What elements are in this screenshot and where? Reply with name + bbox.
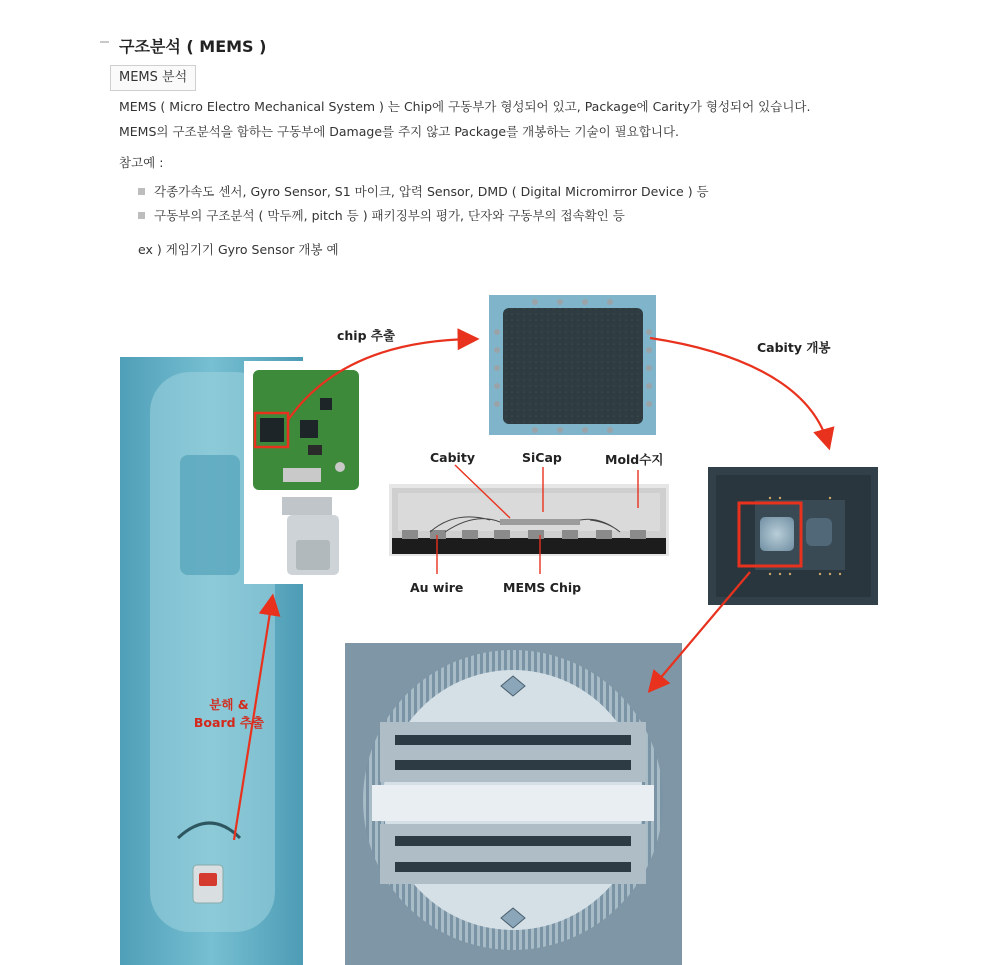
bullet-text: 구동부의 구조분석 ( 막두께, pitch 등 ) 패키징부의 평가, 단자와 구동부의 접속확인 등 [154,208,625,223]
label-disassemble-line-1: 분해 & [209,697,249,712]
label-chip-extract: chip 추출 [337,328,396,343]
reference-title: 참고예 : [119,155,164,170]
label-au-wire: Au wire [410,580,464,595]
label-cavity-open: Cabity 개봉 [757,340,831,355]
cavity-photo [708,467,878,605]
section-title: 구조분석 ( MEMS ) [119,37,267,56]
chip-photo [489,295,656,435]
label-mold: Mold수지 [605,452,664,467]
label-disassemble-line-2: Board 추출 [193,715,265,730]
cross-section-photo [389,484,669,556]
description-line-2: MEMS의 구조분석을 함하는 구동부에 Damage를 주지 않고 Package를 개봉하는 기술이 필요합니다. [119,124,679,139]
label-mems-chip: MEMS Chip [503,580,582,595]
label-cavity: Cabity [430,450,475,465]
description-line-1: MEMS ( Micro Electro Mechanical System ) 는 Chip에 구동부가 형성되어 있고, Package에 Carity가 형성되어 있습니다. [119,99,811,114]
bullet-text: 각종가속도 센서, Gyro Sensor, S1 마이크, 압력 Sensor, DMD ( Digital Micromirror Device ) 등 [154,184,709,199]
label-disassemble [184,696,274,732]
label-sicap: SiCap [522,450,562,465]
mems-die-photo [345,643,682,965]
subtitle-box: MEMS 분석 [110,65,196,91]
example-caption: ex ) 게임기기 Gyro Sensor 개봉 예 [138,242,339,257]
board-photo [245,362,365,583]
